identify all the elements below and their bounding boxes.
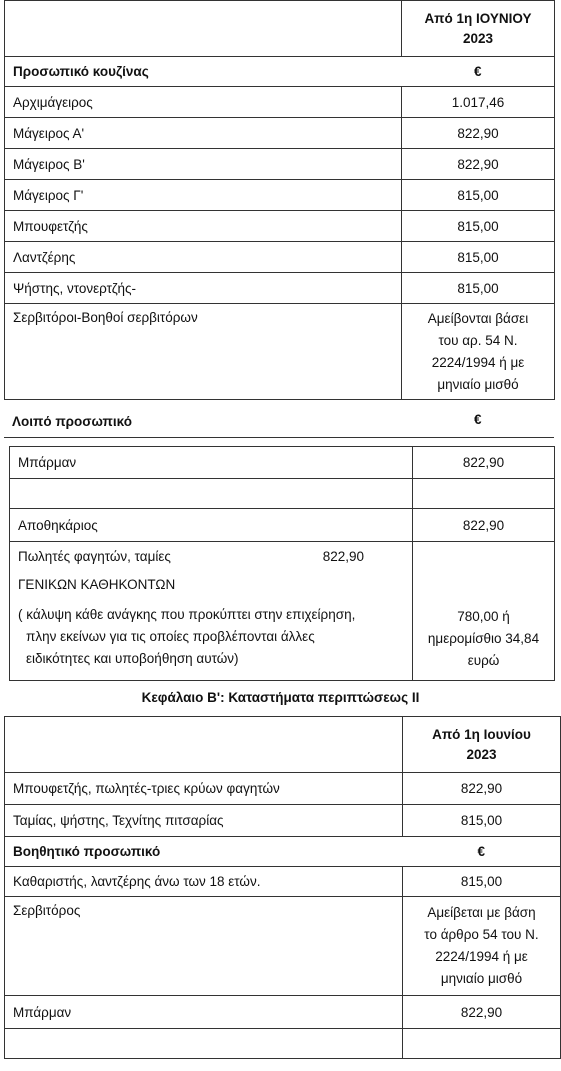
waiter-value-line: το άρθρο 54 του Ν. (424, 927, 539, 942)
header-date-cell (403, 717, 561, 773)
table-row (5, 242, 555, 273)
row-label: Μάγειρος Α' (5, 118, 402, 149)
sellers-value: 822,90 (322, 549, 364, 564)
general-duties-desc: πλην εκείνων για τις οποίες προβλέπονται άλλες (26, 629, 315, 644)
table-row (5, 118, 555, 149)
waiters-value-line: του αρ. 54 Ν. (438, 332, 518, 348)
row-value: 815,00 (402, 211, 555, 242)
general-duties-title: ΓΕΝΙΚΩΝ ΚΑΘΗΚΟΝΤΩΝ (18, 577, 176, 592)
sellers-general-cell (10, 542, 413, 681)
row-value: 815,00 (402, 273, 555, 304)
header-date-line-2: 2023 (462, 30, 494, 46)
header-date-cell (402, 1, 555, 57)
row-label: Μπουφετζής, πωλητές-τριες κρύων φαγητών (5, 773, 403, 805)
other-staff-table (9, 446, 555, 681)
empty-cell (5, 1029, 403, 1059)
row-value: 1.017,46 (402, 87, 555, 118)
storekeeper-label: Αποθηκάριος (10, 509, 413, 542)
waiter-value-line: Αμείβεται με βάση (427, 905, 536, 920)
cleaner-label: Καθαριστής, λαντζέρης άνω των 18 ετών. (5, 867, 403, 897)
general-duties-desc: ειδικότητες και υποβοήθηση αυτών) (26, 651, 239, 666)
table-row (5, 149, 555, 180)
row-label: Λαντζέρης (5, 242, 402, 273)
kitchen-title-row (5, 57, 555, 87)
row-value: 815,00 (402, 242, 555, 273)
row-value: 822,90 (402, 118, 555, 149)
sellers-general-row (10, 542, 555, 681)
empty-cell (403, 1029, 561, 1059)
empty-row (10, 479, 555, 509)
waiter-row (5, 897, 561, 996)
row-value: 815,00 (403, 805, 561, 837)
empty-cell (10, 479, 413, 509)
table-row (5, 996, 561, 1029)
row-value: 822,90 (403, 773, 561, 805)
table-row (5, 273, 555, 304)
section-b-heading: Κεφάλαιο Β': Καταστήματα περιπτώσεως ΙΙ (141, 690, 420, 705)
general-duties-desc: ( κάλυψη κάθε ανάγκης που προκύπτει στην επιχείρηση, (18, 607, 356, 622)
sellers-label: Πωλητές φαγητών, ταμίες (18, 549, 171, 564)
general-duties-value-line: ημερομίσθιο 34,84 (427, 631, 540, 646)
general-duties-value (413, 542, 555, 681)
waiter-label: Σερβιτόρος (5, 897, 403, 996)
row-label: Μπουφετζής (5, 211, 402, 242)
kitchen-title: Προσωπικό κουζίνας (5, 57, 402, 87)
general-duties-value-line: ευρώ (467, 653, 500, 668)
waiters-value-line: μηνιαίο μισθό (437, 376, 519, 392)
other-staff-title: Λοιπό προσωπικό (12, 414, 132, 429)
row-value: 822,90 (402, 149, 555, 180)
waiters-label: Σερβιτόροι-Βοηθοί σερβιτόρων (5, 304, 402, 400)
table-row (5, 211, 555, 242)
other-staff-underline (4, 437, 554, 438)
aux-staff-title: Βοηθητικό προσωπικό (5, 837, 403, 867)
row-label: Μάγειρος Β' (5, 149, 402, 180)
other-staff-currency: € (474, 412, 482, 427)
table-row (5, 180, 555, 211)
table-row (5, 867, 561, 897)
empty-row (5, 1029, 561, 1059)
barman-label: Μπάρμαν (10, 447, 413, 479)
waiters-value (402, 304, 555, 400)
header-empty-cell (5, 717, 403, 773)
barman-value: 822,90 (403, 996, 561, 1029)
kitchen-staff-table (4, 0, 555, 400)
waiter-value-line: 2224/1994 ή με (435, 949, 528, 964)
currency-symbol: € (402, 57, 555, 87)
table-row (5, 805, 561, 837)
waiters-value-line: Αμείβονται βάσει (427, 310, 529, 326)
row-label: Ψήστης, ντονερτζής- (5, 273, 402, 304)
storekeeper-value: 822,90 (413, 509, 555, 542)
table-row (10, 447, 555, 479)
row-label: Ταμίας, ψήστης, Τεχνίτης πιτσαρίας (5, 805, 403, 837)
row-value: 815,00 (402, 180, 555, 211)
general-duties-value-line: 780,00 ή (457, 609, 510, 624)
header-empty-cell (5, 1, 402, 57)
waiters-row (5, 304, 555, 400)
table-row (5, 87, 555, 118)
table-row (5, 773, 561, 805)
header-row (5, 1, 555, 57)
waiters-value-line: 2224/1994 ή με (431, 354, 525, 370)
row-label: Μάγειρος Γ' (5, 180, 402, 211)
header-date-line-2: 2023 (466, 746, 497, 762)
currency-symbol: € (403, 837, 561, 867)
header-date-line-1: Από 1η Ιουνίου (432, 726, 531, 742)
header-date-line-1: Από 1η ΙΟΥΝΙΟΥ (424, 10, 532, 26)
barman-value: 822,90 (413, 447, 555, 479)
sellers-line (18, 546, 404, 568)
table-row (10, 509, 555, 542)
aux-title-row (5, 837, 561, 867)
header-row (5, 717, 561, 773)
waiter-value (403, 897, 561, 996)
cleaner-value: 815,00 (403, 867, 561, 897)
barman-label: Μπάρμαν (5, 996, 403, 1029)
section-b-table (4, 716, 561, 1059)
waiter-value-line: μηνιαίο μισθό (440, 971, 523, 986)
empty-cell (413, 479, 555, 509)
row-label: Αρχιμάγειρος (5, 87, 402, 118)
